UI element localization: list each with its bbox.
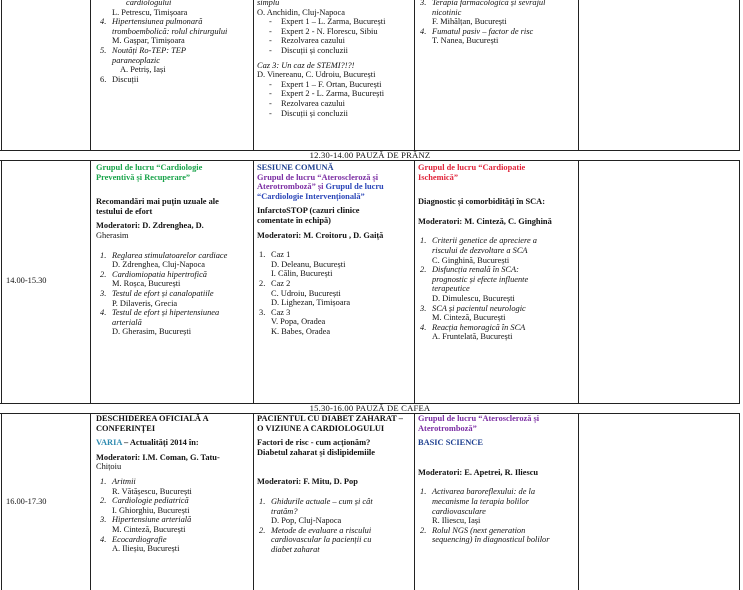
text-line	[96, 438, 251, 448]
text-line	[257, 497, 412, 507]
line-text: M. Cinteză, București	[432, 313, 506, 323]
session-cell	[96, 0, 251, 84]
text-line	[257, 99, 412, 109]
line-text: Grupul de lucru “Cardiologie	[96, 163, 203, 172]
text-line	[257, 424, 412, 434]
item-number: -	[269, 17, 272, 27]
line-text: R. Vătășescu, București	[112, 486, 192, 496]
text-line	[418, 0, 576, 8]
text-line	[418, 468, 576, 478]
line-text: Preventivă și Recuperare”	[96, 172, 191, 182]
text-line	[257, 260, 412, 270]
text-line	[257, 192, 412, 202]
item-number: 4.	[100, 534, 107, 544]
text-line	[96, 221, 251, 231]
text-line	[418, 36, 576, 46]
text-line	[257, 109, 412, 119]
text-line	[96, 525, 251, 535]
line-text: Aritmii	[112, 476, 136, 486]
time-slot-label: 16.00-17.30	[6, 497, 47, 506]
item-number: 3.	[420, 0, 427, 7]
line-text: cardiovasculare	[432, 506, 486, 516]
item-number: 1.	[100, 250, 107, 260]
text-line	[418, 332, 576, 342]
line-text: Cardiologie pediatrică	[112, 496, 189, 506]
text-line	[418, 246, 576, 256]
text-line	[257, 46, 412, 56]
line-text: Moderatori: D. Zdrenghea, D.	[96, 221, 204, 231]
item-number: 1.	[259, 496, 266, 506]
line-text: D. Zdrenghea, Cluj-Napoca	[112, 260, 206, 270]
text-line	[96, 75, 251, 85]
text-line	[257, 535, 412, 545]
line-text: Expert 1 – F. Ortan, București	[281, 79, 382, 89]
text-line	[257, 27, 412, 37]
line-text: Diagnostic și comorbidități în SCA:	[418, 197, 546, 207]
line-text: Moderatori: M. Cinteză, C. Ginghină	[418, 216, 552, 226]
text-line	[96, 487, 251, 497]
line-text: L. Petrescu, Timișoara	[112, 7, 188, 17]
line-text: I. Călin, București	[271, 269, 333, 279]
text-line	[257, 206, 412, 216]
text-line	[418, 424, 576, 434]
line-text: Activarea baroreflexului: de la	[432, 487, 536, 497]
line-text: terapeutice	[432, 284, 470, 294]
item-number: -	[269, 36, 272, 46]
line-text: Diabetul zaharat și dislipidemiile	[257, 447, 375, 457]
session-cell	[418, 163, 576, 342]
line-text: Testul de efort și hipertensiunea	[112, 308, 220, 318]
text-line	[257, 414, 412, 424]
row-line	[0, 160, 740, 161]
text-line	[257, 279, 412, 289]
session-cell	[257, 163, 412, 337]
line-text: Rolul NGS (next generation	[432, 525, 526, 535]
text-line	[96, 270, 251, 280]
line-text: arterială	[112, 317, 142, 327]
line-text: testului de efort	[96, 206, 153, 216]
line-text: Moderatori: M. Croitoru , D. Gaiță	[257, 230, 384, 240]
text-line	[257, 8, 412, 18]
item-number: 1.	[100, 476, 107, 486]
text-line	[257, 173, 412, 183]
text-line	[418, 323, 576, 333]
text-line	[96, 260, 251, 270]
line-text: “Cardiologie Intervențională”	[257, 191, 365, 201]
line-text: Caz 3: Un caz de STEMI?!?!	[257, 60, 355, 70]
item-number: -	[269, 98, 272, 108]
text-line	[418, 275, 576, 285]
text-line	[418, 265, 576, 275]
session-cell	[418, 414, 576, 545]
coffee-break-row: 15.30-16.00 PAUZĂ DE CAFEA	[0, 404, 740, 413]
session-cell	[418, 0, 576, 46]
text-line	[96, 544, 251, 554]
line-text: O. Anchidin, Cluj-Napoca	[257, 7, 345, 17]
text-line	[96, 207, 251, 217]
item-number: 2.	[259, 525, 266, 535]
line-text: Criterii genetice de apreciere a	[432, 236, 537, 246]
line-text: Noutăți Ro-TEP: TEP	[112, 45, 186, 55]
text-line	[257, 250, 412, 260]
line-text: Cardiomiopatia hipertrofică	[112, 269, 207, 279]
line-text: Grupul de lucru “Ateroscleroză și	[257, 172, 379, 182]
line-text: Aterotromboză” și	[257, 182, 326, 192]
table-divider-col2	[414, 0, 415, 590]
line-text: tratăm?	[271, 506, 298, 516]
text-line	[96, 453, 251, 463]
text-line	[96, 17, 251, 27]
text-line	[96, 163, 251, 173]
line-text: A. Fruntelată, București	[432, 332, 513, 342]
table-divider-time	[90, 0, 91, 590]
line-text: – Actualități 2014 în:	[121, 438, 199, 448]
text-line	[418, 17, 576, 27]
item-number: 4.	[420, 322, 427, 332]
line-text: sequencing) în diagnosticul bolilor	[432, 535, 550, 545]
line-text: Rezolvarea cazului	[281, 36, 345, 46]
item-number: 2.	[100, 269, 107, 279]
text-line	[96, 65, 251, 75]
text-line	[96, 279, 251, 289]
text-line	[257, 269, 412, 279]
line-text: D. Gherasim, București	[112, 327, 192, 337]
text-line	[96, 424, 251, 434]
text-line	[257, 507, 412, 517]
line-text: paraneoplazic	[112, 55, 160, 65]
item-number: 6.	[100, 74, 107, 84]
text-line	[257, 448, 412, 458]
text-line	[257, 477, 412, 487]
line-text: Hipertensiune arterială	[112, 515, 192, 525]
text-line	[257, 216, 412, 226]
line-text: Discuții și concluzii	[281, 108, 348, 118]
text-line	[96, 414, 251, 424]
item-number: 1.	[420, 487, 427, 497]
line-text: D. Lighezan, Timișoara	[271, 298, 351, 308]
item-number: 5.	[100, 45, 107, 55]
table-divider-col1	[253, 0, 254, 590]
text-line	[418, 8, 576, 18]
line-text: comentate în echipă)	[257, 215, 331, 225]
line-text: F. Mihălțan, București	[432, 17, 507, 27]
line-text: Moderatori: I.M. Coman, G. Tatu-	[96, 452, 220, 462]
text-line	[96, 308, 251, 318]
line-text: Expert 2 - L. Zarma, București	[281, 89, 385, 99]
line-text: SESIUNE COMUNĂ	[257, 163, 334, 172]
line-text: cardiovascular la pacienții cu	[271, 535, 372, 545]
text-line	[257, 308, 412, 318]
text-line	[418, 535, 576, 545]
text-line	[257, 327, 412, 337]
line-text: I. Ghiorghiu, București	[112, 505, 190, 515]
text-line	[96, 327, 251, 337]
line-text: K. Babes, Oradea	[271, 326, 331, 336]
text-line	[257, 17, 412, 27]
text-line	[418, 487, 576, 497]
line-text-accent: Grupul de lucru	[325, 182, 384, 192]
text-line	[257, 0, 412, 8]
text-line	[96, 477, 251, 487]
text-line	[418, 414, 576, 424]
line-text: M. Roșca, București	[112, 279, 181, 289]
table-border-right	[739, 0, 740, 590]
line-text: Reglarea stimulatoarelor cardiace	[112, 250, 228, 260]
line-text: nicotinic	[432, 7, 462, 17]
line-text: simplu	[257, 0, 280, 7]
text-line	[257, 89, 412, 99]
item-number: 3.	[420, 303, 427, 313]
varia-label: VARIA	[96, 438, 122, 448]
text-line	[96, 506, 251, 516]
line-text: Grupul de lucru “Cardiopatie	[418, 163, 526, 172]
text-line	[96, 27, 251, 37]
line-text: V. Popa, Oradea	[271, 317, 326, 327]
line-text: Expert 1 – L. Zarma, București	[281, 17, 386, 27]
line-text: Ischemică”	[418, 172, 459, 182]
text-line	[96, 496, 251, 506]
text-line	[96, 535, 251, 545]
text-line	[418, 313, 576, 323]
text-line	[418, 256, 576, 266]
text-line	[418, 507, 576, 517]
line-text: P. Dilaveris, Grecia	[112, 298, 178, 308]
text-line	[257, 70, 412, 80]
line-text: Terapia farmacologică și sevrajul	[432, 0, 546, 7]
line-text: InfarctoSTOP (cazuri clinice	[257, 206, 360, 216]
text-line	[96, 197, 251, 207]
item-number: 4.	[420, 26, 427, 36]
session-cell	[257, 414, 412, 555]
text-line	[96, 462, 251, 472]
text-line	[257, 545, 412, 555]
item-number: -	[269, 108, 272, 118]
text-line	[96, 289, 251, 299]
line-text: Caz 2	[271, 278, 291, 288]
line-text: Caz 3	[271, 307, 291, 317]
line-text: R. Iliescu, Iași	[432, 516, 481, 526]
line-text: Hipertensiunea pulmonară	[112, 17, 203, 27]
line-text: Grupul de lucru “Ateroscleroză și	[418, 414, 540, 423]
line-text: Expert 2 - N. Florescu, Sibiu	[281, 26, 378, 36]
lunch-break-row: 12.30-14.00 PAUZĂ DE PRÂNZ	[0, 151, 740, 160]
text-line	[257, 80, 412, 90]
line-text: C. Ginghină, București	[432, 255, 510, 265]
item-number: 4.	[100, 17, 107, 27]
line-text: tromboembolică: rolul chirurgului	[112, 26, 228, 36]
session-cell	[96, 163, 251, 337]
text-line	[418, 526, 576, 536]
text-line	[418, 497, 576, 507]
text-line	[418, 438, 576, 448]
line-text: Fumatul pasiv – factor de risc	[432, 26, 534, 36]
line-text: Chițoiu	[96, 462, 122, 472]
line-text: A. Ilieșiu, București	[112, 544, 180, 554]
text-line	[257, 298, 412, 308]
line-text: Ghidurile actuale – cum și cât	[271, 496, 373, 506]
text-line	[418, 163, 576, 173]
line-text: Recomandări mai puțin uzuale ale	[96, 197, 219, 207]
text-line	[418, 294, 576, 304]
item-number: 2.	[259, 278, 266, 288]
line-text: T. Nanea, București	[432, 36, 499, 46]
text-line	[418, 27, 576, 37]
text-line	[418, 217, 576, 227]
table-border-left	[1, 0, 2, 590]
line-text: Reacția hemoragică în SCA	[432, 322, 526, 332]
item-number: -	[269, 89, 272, 99]
line-text: C. Udroiu, București	[271, 288, 341, 298]
line-text: A. Petriș, Iași	[120, 65, 166, 75]
text-line	[257, 61, 412, 71]
line-text: D. Pop, Cluj-Napoca	[271, 516, 342, 526]
text-line	[257, 516, 412, 526]
text-line	[257, 317, 412, 327]
line-text: PACIENTUL CU DIABET ZAHARAT –	[257, 414, 403, 423]
line-text: D. Vinereanu, C. Udroiu, București	[257, 70, 376, 80]
line-text: Aterotromboză”	[418, 423, 477, 433]
line-text: BASIC SCIENCE	[418, 438, 483, 448]
line-text: CONFERINȚEI	[96, 423, 156, 433]
text-line	[257, 163, 412, 173]
text-line	[418, 516, 576, 526]
line-text: SCA și pacientul neurologic	[432, 303, 526, 313]
line-text: Disfuncția renală în SCA:	[432, 265, 519, 275]
line-text: Caz 1	[271, 250, 291, 260]
item-number: -	[269, 79, 272, 89]
text-line	[96, 318, 251, 328]
line-text: DESCHIDEREA OFICIALĂ A	[96, 414, 209, 423]
item-number: 3.	[100, 288, 107, 298]
time-slot-label: 14.00-15.30	[6, 276, 47, 285]
text-line	[418, 304, 576, 314]
line-text: Metode de evaluare a riscului	[271, 525, 372, 535]
item-number: 2.	[420, 265, 427, 275]
line-text: Testul de efort și canalopatiile	[112, 288, 214, 298]
item-number: 2.	[100, 496, 107, 506]
text-line	[96, 0, 251, 8]
item-number: -	[269, 45, 272, 55]
text-line	[96, 36, 251, 46]
line-text: M. Gașpar, Timișoara	[112, 36, 185, 46]
text-line	[418, 236, 576, 246]
text-line	[257, 182, 412, 192]
line-text: diabet zaharat	[271, 544, 320, 554]
line-text: M. Cinteză, București	[112, 524, 186, 534]
item-number: 4.	[100, 308, 107, 318]
line-text: prognostic și efecte influente	[432, 274, 529, 284]
line-text: D. Deleanu, București	[271, 259, 346, 269]
item-number: 2.	[420, 525, 427, 535]
item-number: 1.	[259, 250, 266, 260]
item-number: 3.	[259, 307, 266, 317]
text-line	[418, 284, 576, 294]
text-line	[257, 36, 412, 46]
item-number: 1.	[420, 236, 427, 246]
item-number: -	[269, 26, 272, 36]
text-line	[96, 8, 251, 18]
text-line	[96, 299, 251, 309]
line-text: Gherasim	[96, 230, 129, 240]
item-number: 3.	[100, 515, 107, 525]
session-cell	[257, 0, 412, 118]
text-line	[418, 173, 576, 183]
text-line	[96, 46, 251, 56]
text-line	[418, 197, 576, 207]
line-text: Discuții	[112, 74, 139, 84]
text-line	[257, 231, 412, 241]
text-line	[96, 515, 251, 525]
line-text: Moderatori: E. Apetrei, R. Iliescu	[418, 467, 539, 477]
line-text: O VIZIUNE A CARDIOLOGULUI	[257, 423, 385, 433]
session-cell	[96, 414, 251, 554]
line-text: cardiologului	[126, 0, 172, 7]
line-text: Moderatori: F. Mitu, D. Pop	[257, 477, 358, 487]
line-text: Ecocardiografie	[112, 534, 167, 544]
line-text: Discuții și concluzii	[281, 45, 348, 55]
text-line	[257, 526, 412, 536]
table-divider-col3	[578, 0, 579, 590]
text-line	[96, 173, 251, 183]
line-text: Rezolvarea cazului	[281, 98, 345, 108]
line-text: mecanisme la terapia bolilor	[432, 496, 529, 506]
line-text: D. Dimulescu, București	[432, 293, 515, 303]
text-line	[96, 251, 251, 261]
line-text: Factori de risc - cum acționăm?	[257, 438, 371, 448]
line-text: riscului de dezvoltare a SCA	[432, 245, 528, 255]
text-line	[257, 289, 412, 299]
text-line	[96, 231, 251, 241]
text-line	[96, 56, 251, 66]
text-line	[257, 438, 412, 448]
